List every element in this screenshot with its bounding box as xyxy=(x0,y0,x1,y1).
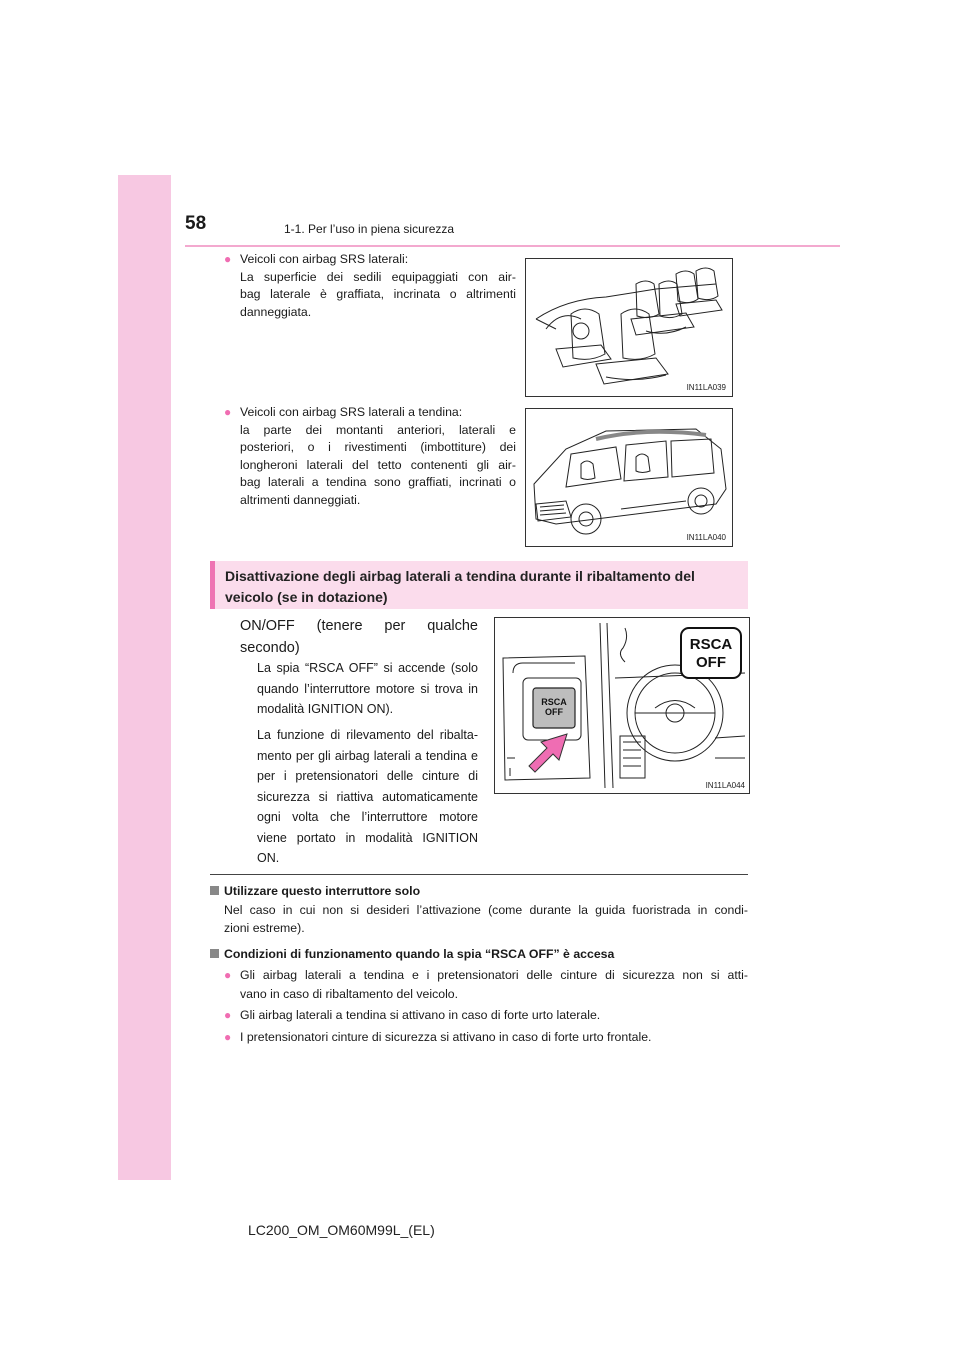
switch-label-line-1: RSCA xyxy=(541,697,567,707)
bullet-curtain-airbag xyxy=(240,404,516,510)
figure-rsca-switch-illustration xyxy=(494,617,750,794)
para-line: mento per gli airbag laterali a tendina e xyxy=(257,748,478,763)
section-heading-line: veicolo (se in dotazione) xyxy=(225,589,388,605)
para-line: ogni volta che l’interruttore motore xyxy=(257,810,478,824)
dashboard-drawing xyxy=(495,618,749,793)
note-line: Nel caso in cui non si desideri l’attivazione (come durante la guida fuoristrada in condi- xyxy=(224,902,748,917)
para-line: quando l’interruttore motore si trova in xyxy=(257,681,478,696)
bullet-line: La superficie dei sedili equipaggiati con air- xyxy=(240,269,516,284)
figure-seats-illustration xyxy=(525,258,733,397)
description-para-1 xyxy=(257,658,478,720)
para-line: modalità IGNITION ON). xyxy=(257,702,394,716)
chapter-sidebar-tab xyxy=(118,175,171,1180)
callout-label-line-2: OFF xyxy=(696,654,726,671)
instruction-line: ON/OFF (tenere per qualche xyxy=(240,618,478,634)
note-line: Gli airbag laterali a tendina si attivano in caso di forte urto laterale. xyxy=(240,1008,601,1022)
seats-drawing xyxy=(526,259,732,396)
note-2-bullet-3 xyxy=(240,1028,748,1047)
section-heading-line: Disattivazione degli airbag laterali a tendina durante il ribaltamento del xyxy=(225,568,695,584)
note-line: vano in caso di ribaltamento del veicolo. xyxy=(240,986,459,1001)
note-title-text: Utilizzare questo interruttore solo xyxy=(224,884,421,898)
para-line: La spia “RSCA OFF” si accende (solo xyxy=(257,661,478,675)
note-1 xyxy=(210,882,748,938)
figure-vehicle-illustration xyxy=(525,408,733,547)
note-title xyxy=(210,882,748,901)
note-2 xyxy=(210,945,748,964)
notes-separator xyxy=(210,874,748,875)
header-rule xyxy=(185,245,840,247)
note-title-text: Condizioni di funzionamento quando la spia “RSCA OFF” è accesa xyxy=(224,947,615,961)
callout-label-line-1: RSCA xyxy=(689,636,733,653)
para-line: sicurezza si riattiva automaticamente xyxy=(257,789,478,804)
bullet-icon: ● xyxy=(224,252,232,266)
bullet-line: danneggiata. xyxy=(240,304,312,319)
bullet-title: Veicoli con airbag SRS laterali: xyxy=(240,252,409,266)
bullet-icon: ● xyxy=(224,405,232,419)
bullet-icon: ● xyxy=(224,1008,232,1022)
note-line: zioni estreme). xyxy=(224,921,305,935)
section-heading xyxy=(210,561,748,609)
note-title xyxy=(210,945,748,964)
figure-id: IN11LA044 xyxy=(705,781,745,790)
bullet-line: la parte dei montanti anteriori, laterali e xyxy=(240,422,516,437)
instruction xyxy=(240,615,478,659)
para-line: ON. xyxy=(257,851,280,865)
description-para-2 xyxy=(257,725,478,869)
bullet-title: Veicoli con airbag SRS laterali a tendina: xyxy=(240,405,463,419)
para-line: per i pretensionatori delle cinture di xyxy=(257,769,478,783)
bullet-line: altrimenti danneggiati. xyxy=(240,492,361,507)
square-bullet-icon xyxy=(210,949,219,958)
para-line: viene portato in modalità IGNITION xyxy=(257,830,478,845)
note-line: I pretensionatori cinture di sicurezza si attivano in caso di forte urto frontale. xyxy=(240,1030,652,1044)
footer-doc-code: LC200_OM_OM60M99L_(EL) xyxy=(248,1222,435,1238)
square-bullet-icon xyxy=(210,886,219,895)
section-title: 1-1. Per l’uso in piena sicurezza xyxy=(284,222,455,236)
instruction-line: secondo) xyxy=(240,640,300,656)
para-line: La funzione di rilevamento del ribalta- xyxy=(257,728,478,742)
bullet-icon: ● xyxy=(224,968,232,982)
bullet-line: bag laterale è graffiata, incrinata o altrimenti xyxy=(240,287,516,302)
switch-label-line-2: OFF xyxy=(545,707,563,717)
note-2-bullet-2 xyxy=(240,1006,748,1025)
bullet-icon: ● xyxy=(224,1030,232,1044)
bullet-line: bag laterali a tendina sono graffiati, incrinati o xyxy=(240,475,516,490)
bullet-line: longheroni laterali del tetto contenenti gli air- xyxy=(240,457,516,472)
figure-id: IN11LA039 xyxy=(686,383,726,392)
note-2-bullet-1 xyxy=(240,966,748,1003)
bullet-side-airbag xyxy=(240,251,516,321)
vehicle-drawing xyxy=(526,409,732,546)
figure-id: IN11LA040 xyxy=(686,533,726,542)
page-number: 58 xyxy=(185,213,207,234)
note-line: Gli airbag laterali a tendina e i pretensionatori delle cinture di sicurezza non si atti- xyxy=(240,968,748,982)
bullet-line: posteriori, o i rivestimenti (imbottiture) dei xyxy=(240,440,516,455)
